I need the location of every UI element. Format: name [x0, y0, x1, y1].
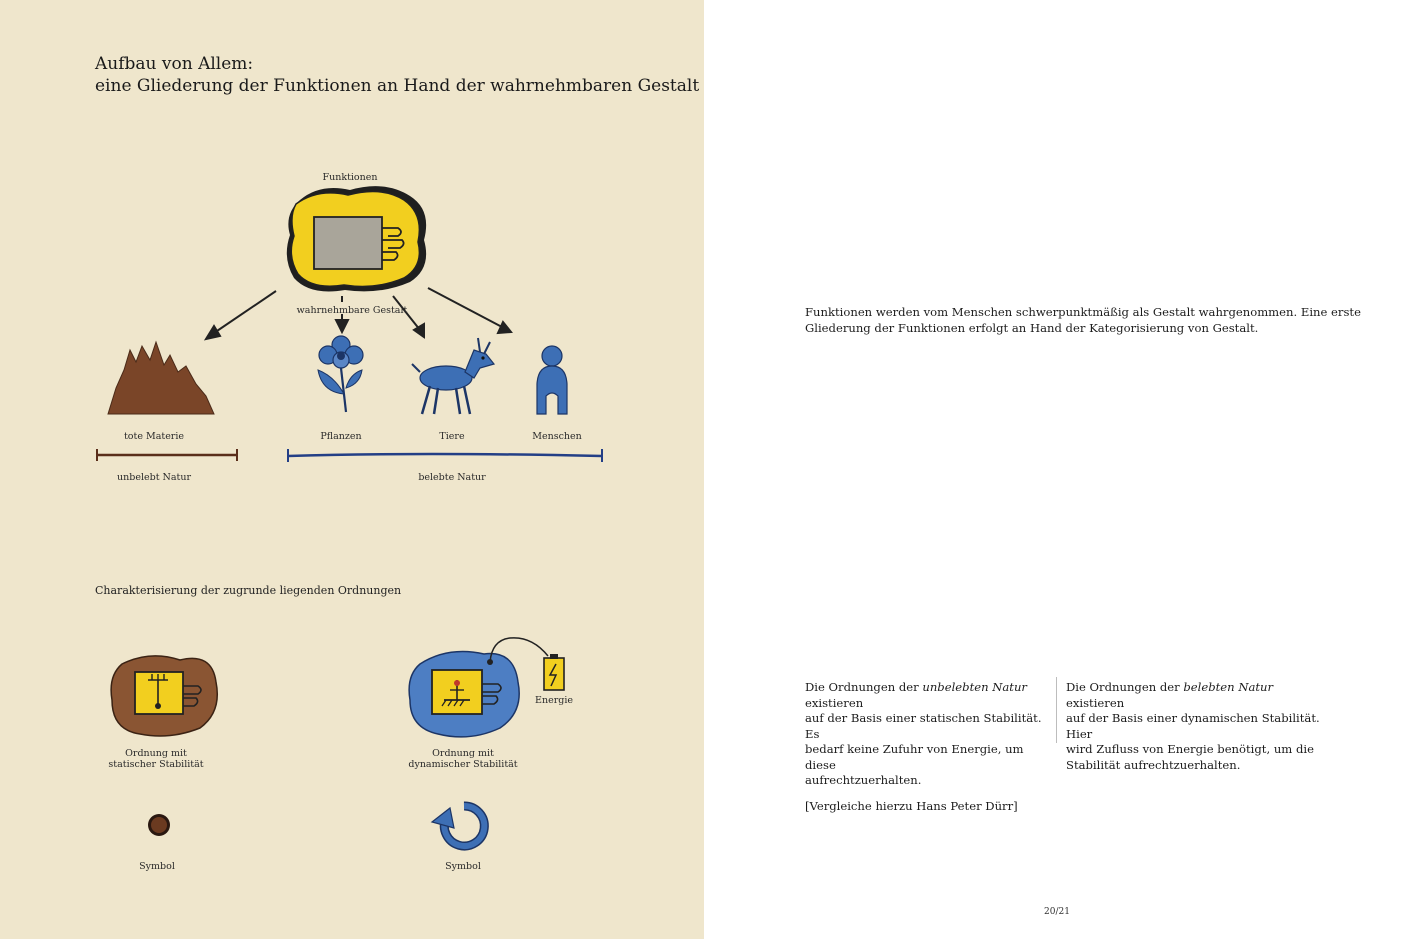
human-icon	[537, 346, 567, 414]
page-number: 20/21	[1044, 907, 1070, 917]
static-order-icon	[111, 656, 217, 736]
col2-line-4: Stabilität aufrechtzuerhalten.	[1066, 757, 1241, 772]
title-line-1: Aufbau von Allem:	[95, 54, 254, 74]
unbelebt-bracket	[97, 449, 237, 461]
section-caption: Charakterisierung der zugrunde liegenden Ordnungen	[95, 584, 402, 597]
label-symbol-left: Symbol	[139, 861, 175, 872]
column-unbelebt	[805, 680, 1050, 814]
static-symbol-icon	[148, 814, 170, 836]
title-line-2: eine Gliederung der Funktionen an Hand der wahrnehmbaren Gestalt	[95, 76, 700, 96]
col2-line-3: wird Zufluss von Energie benötigt, um die	[1066, 742, 1314, 756]
label-symbol-right: Symbol	[445, 861, 481, 872]
functions-icon	[287, 186, 426, 291]
dynamic-order-icon	[409, 638, 564, 737]
label-static-order-line1: Ordnung mit	[125, 748, 187, 759]
label-pflanzen: Pflanzen	[320, 431, 362, 442]
col1-line-1-b: existieren	[805, 695, 864, 710]
label-energie: Energie	[535, 695, 573, 706]
intro-line-1: Funktionen werden vom Menschen schwerpunktmäßig als Gestalt wahrgenommen. Eine erste	[805, 305, 1361, 319]
label-dynamic-order	[408, 748, 517, 770]
intro-paragraph	[805, 305, 1365, 336]
col2-line-1-b: existieren	[1066, 695, 1125, 710]
label-wahrnehmbare-gestalt: wahrnehmbare Gestalt	[296, 305, 408, 316]
col1-emphasis: unbelebten Natur	[922, 680, 1027, 694]
label-menschen: Menschen	[532, 431, 582, 442]
column-belebt	[1066, 680, 1326, 773]
col1-line-1-a: Die Ordnungen der	[805, 680, 923, 694]
col2-emphasis: belebten Natur	[1183, 680, 1274, 694]
label-tiere: Tiere	[439, 431, 465, 442]
mountain-icon	[108, 342, 214, 414]
col1-line-4: aufrechtzuerhalten.	[805, 773, 922, 787]
col1-line-1	[805, 680, 1050, 711]
belebt-bracket	[288, 449, 602, 462]
label-static-order	[108, 748, 203, 770]
label-belebte-natur: belebte Natur	[418, 472, 486, 483]
col2-line-2: auf der Basis einer dynamischen Stabilität. Hier	[1066, 711, 1320, 741]
label-unbelebt-natur: unbelebt Natur	[117, 472, 191, 483]
flower-icon	[318, 336, 363, 412]
col1-line-2: auf der Basis einer statischen Stabilität. Es	[805, 711, 1042, 741]
label-funktionen: Funktionen	[322, 172, 378, 183]
dynamic-symbol-icon	[432, 806, 484, 846]
col2-line-1-a: Die Ordnungen der	[1066, 680, 1184, 694]
label-static-order-line2: statischer Stabilität	[108, 759, 204, 770]
column-divider	[1056, 677, 1057, 743]
col2-line-1	[1066, 680, 1326, 711]
label-dynamic-order-line1: Ordnung mit	[432, 748, 494, 759]
label-dynamic-order-line2: dynamischer Stabilität	[408, 759, 518, 770]
animal-icon	[412, 338, 494, 414]
reference-note: [Vergleiche hierzu Hans Peter Dürr]	[805, 798, 1018, 813]
label-tote-materie: tote Materie	[123, 431, 185, 442]
col1-line-3: bedarf keine Zufuhr von Energie, um diese	[805, 742, 1024, 772]
intro-line-2: Gliederung der Funktionen erfolgt an Hand der Kategorisierung von Gestalt.	[805, 320, 1259, 335]
